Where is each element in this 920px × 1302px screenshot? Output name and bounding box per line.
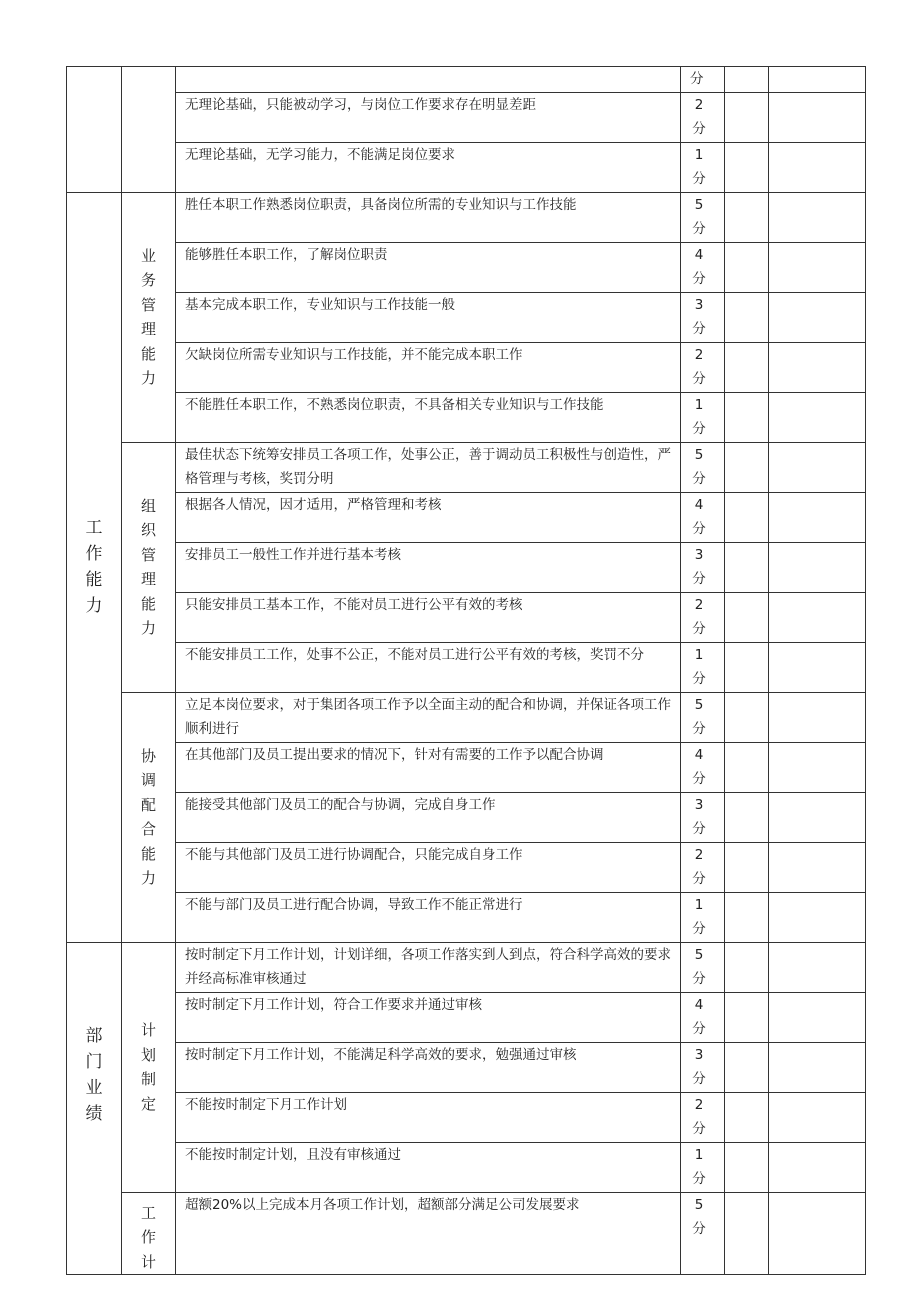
subcategory-cell-continued bbox=[122, 67, 176, 193]
remark-cell[interactable] bbox=[769, 642, 866, 692]
score-input-cell[interactable] bbox=[725, 292, 769, 342]
criteria-desc: 不能按时制定下月工作计划 bbox=[176, 1092, 681, 1142]
score-value: 3分 bbox=[692, 1046, 706, 1087]
criteria-desc: 无理论基础，无学习能力，不能满足岗位要求 bbox=[176, 142, 681, 192]
remark-cell[interactable] bbox=[769, 792, 866, 842]
criteria-desc: 不能与部门及员工进行配合协调，导致工作不能正常进行 bbox=[176, 892, 681, 942]
remark-cell[interactable] bbox=[769, 1192, 866, 1275]
score-input-cell[interactable] bbox=[725, 742, 769, 792]
criteria-desc: 按时制定下月工作计划，计划详细，各项工作落实到人到点，符合科学高效的要求并经高标准审核通过 bbox=[176, 942, 681, 992]
score-input-cell[interactable] bbox=[725, 1192, 769, 1275]
score-value: 4分 bbox=[692, 996, 706, 1037]
table-row bbox=[67, 242, 866, 292]
score-value: 2分 bbox=[692, 346, 706, 387]
criteria-desc: 不能按时制定计划，且没有审核通过 bbox=[176, 1142, 681, 1192]
criteria-desc: 欠缺岗位所需专业知识与工作技能，并不能完成本职工作 bbox=[176, 342, 681, 392]
table-row bbox=[67, 342, 866, 392]
criteria-desc: 胜任本职工作熟悉岗位职责，具备岗位所需的专业知识与工作技能 bbox=[176, 192, 681, 242]
score-value: 1分 bbox=[692, 396, 706, 437]
criteria-desc: 能够胜任本职工作，了解岗位职责 bbox=[176, 242, 681, 292]
score-input-cell[interactable] bbox=[725, 1092, 769, 1142]
score-input-cell[interactable] bbox=[725, 1042, 769, 1092]
remark-cell[interactable] bbox=[769, 592, 866, 642]
criteria-desc: 不能与其他部门及员工进行协调配合，只能完成自身工作 bbox=[176, 842, 681, 892]
score-input-cell[interactable] bbox=[725, 992, 769, 1042]
score-value: 1分 bbox=[692, 1146, 706, 1187]
table-row bbox=[67, 142, 866, 192]
table-row bbox=[67, 892, 866, 942]
remark-cell[interactable] bbox=[769, 442, 866, 492]
remark-cell[interactable] bbox=[769, 892, 866, 942]
score-input-cell[interactable] bbox=[725, 892, 769, 942]
score-value: 分 bbox=[681, 67, 725, 93]
score-value: 2分 bbox=[692, 846, 706, 887]
score-input-cell[interactable] bbox=[725, 242, 769, 292]
criteria-desc: 最佳状态下统筹安排员工各项工作，处事公正，善于调动员工积极性与创造性，严格管理与考核，奖罚分明 bbox=[176, 442, 681, 492]
score-value: 4分 bbox=[692, 496, 706, 537]
remark-cell[interactable] bbox=[769, 192, 866, 242]
remark-cell[interactable] bbox=[769, 92, 866, 142]
score-value: 5分 bbox=[692, 196, 706, 237]
subcategory-label: 工作计 bbox=[140, 1203, 156, 1271]
remark-cell[interactable] bbox=[769, 942, 866, 992]
remark-cell[interactable] bbox=[769, 342, 866, 392]
subcategory-label: 协调配合能力 bbox=[140, 746, 156, 887]
table-row bbox=[67, 392, 866, 442]
criteria-desc: 安排员工一般性工作并进行基本考核 bbox=[176, 542, 681, 592]
table-row bbox=[67, 542, 866, 592]
score-input-cell[interactable] bbox=[725, 542, 769, 592]
table-row bbox=[67, 942, 866, 992]
table-row bbox=[67, 742, 866, 792]
category-label: 部门业绩 bbox=[85, 1025, 103, 1124]
score-value: 1分 bbox=[692, 896, 706, 937]
subcategory-label: 业务管理能力 bbox=[140, 246, 156, 387]
table-row bbox=[67, 292, 866, 342]
score-input-cell[interactable] bbox=[725, 392, 769, 442]
table-row bbox=[67, 592, 866, 642]
remark-cell[interactable] bbox=[769, 1142, 866, 1192]
score-input-cell[interactable] bbox=[725, 792, 769, 842]
score-input-cell[interactable] bbox=[725, 142, 769, 192]
score-input-cell[interactable] bbox=[725, 92, 769, 142]
remark-cell[interactable] bbox=[769, 992, 866, 1042]
score-input-cell[interactable] bbox=[725, 67, 769, 93]
criteria-desc: 基本完成本职工作，专业知识与工作技能一般 bbox=[176, 292, 681, 342]
criteria-desc: 立足本岗位要求，对于集团各项工作予以全面主动的配合和协调，并保证各项工作顺利进行 bbox=[176, 692, 681, 742]
score-input-cell[interactable] bbox=[725, 342, 769, 392]
category-label: 工作能力 bbox=[85, 518, 103, 616]
score-input-cell[interactable] bbox=[725, 642, 769, 692]
subcategory-label: 组织管理能力 bbox=[140, 496, 156, 637]
score-value: 5分 bbox=[692, 696, 706, 737]
criteria-desc: 只能安排员工基本工作，不能对员工进行公平有效的考核 bbox=[176, 592, 681, 642]
score-value: 2分 bbox=[692, 596, 706, 637]
table-row bbox=[67, 792, 866, 842]
criteria-desc: 按时制定下月工作计划，符合工作要求并通过审核 bbox=[176, 992, 681, 1042]
evaluation-table bbox=[66, 66, 866, 1275]
table-row bbox=[67, 192, 866, 242]
table-row bbox=[67, 842, 866, 892]
remark-cell[interactable] bbox=[769, 1042, 866, 1092]
table-row bbox=[67, 492, 866, 542]
score-value: 3分 bbox=[692, 546, 706, 587]
score-input-cell[interactable] bbox=[725, 1142, 769, 1192]
table-row bbox=[67, 67, 866, 93]
remark-cell[interactable] bbox=[769, 142, 866, 192]
table-row bbox=[67, 642, 866, 692]
score-input-cell[interactable] bbox=[725, 442, 769, 492]
table-row bbox=[67, 692, 866, 742]
score-input-cell[interactable] bbox=[725, 592, 769, 642]
score-input-cell[interactable] bbox=[725, 492, 769, 542]
remark-cell[interactable] bbox=[769, 742, 866, 792]
score-value: 4分 bbox=[692, 746, 706, 787]
score-input-cell[interactable] bbox=[725, 192, 769, 242]
subcategory-label: 计划制定 bbox=[140, 1021, 156, 1113]
score-input-cell[interactable] bbox=[725, 842, 769, 892]
score-value: 5分 bbox=[692, 1196, 706, 1237]
score-value: 1分 bbox=[692, 646, 706, 687]
score-value: 2分 bbox=[692, 96, 706, 137]
score-value: 1分 bbox=[692, 146, 706, 187]
remark-cell[interactable] bbox=[769, 242, 866, 292]
table-row bbox=[67, 1142, 866, 1192]
remark-cell[interactable] bbox=[769, 842, 866, 892]
table-row bbox=[67, 1092, 866, 1142]
table-row bbox=[67, 1192, 866, 1275]
category-cell-continued bbox=[67, 67, 122, 193]
criteria-desc: 按时制定下月工作计划，不能满足科学高效的要求，勉强通过审核 bbox=[176, 1042, 681, 1092]
score-value: 3分 bbox=[692, 296, 706, 337]
criteria-desc: 超额20%以上完成本月各项工作计划，超额部分满足公司发展要求 bbox=[176, 1192, 681, 1275]
score-input-cell[interactable] bbox=[725, 692, 769, 742]
remark-cell[interactable] bbox=[769, 1092, 866, 1142]
remark-cell[interactable] bbox=[769, 292, 866, 342]
remark-cell[interactable] bbox=[769, 542, 866, 592]
score-value: 4分 bbox=[692, 246, 706, 287]
score-value: 5分 bbox=[692, 446, 706, 487]
score-input-cell[interactable] bbox=[725, 942, 769, 992]
score-value: 5分 bbox=[692, 946, 706, 987]
criteria-desc: 无理论基础，只能被动学习，与岗位工作要求存在明显差距 bbox=[176, 92, 681, 142]
criteria-desc: 不能胜任本职工作，不熟悉岗位职责，不具备相关专业知识与工作技能 bbox=[176, 392, 681, 442]
criteria-desc: 能接受其他部门及员工的配合与协调，完成自身工作 bbox=[176, 792, 681, 842]
criteria-desc bbox=[176, 67, 681, 93]
criteria-desc: 根据各人情况，因才适用，严格管理和考核 bbox=[176, 492, 681, 542]
score-value: 2分 bbox=[692, 1096, 706, 1137]
table-row bbox=[67, 442, 866, 492]
table-row bbox=[67, 92, 866, 142]
criteria-desc: 在其他部门及员工提出要求的情况下，针对有需要的工作予以配合协调 bbox=[176, 742, 681, 792]
criteria-desc: 不能安排员工工作，处事不公正，不能对员工进行公平有效的考核，奖罚不分 bbox=[176, 642, 681, 692]
remark-cell[interactable] bbox=[769, 492, 866, 542]
remark-cell[interactable] bbox=[769, 692, 866, 742]
remark-cell[interactable] bbox=[769, 392, 866, 442]
table-row bbox=[67, 1042, 866, 1092]
score-value: 3分 bbox=[692, 796, 706, 837]
remark-cell[interactable] bbox=[769, 67, 866, 93]
table-row bbox=[67, 992, 866, 1042]
